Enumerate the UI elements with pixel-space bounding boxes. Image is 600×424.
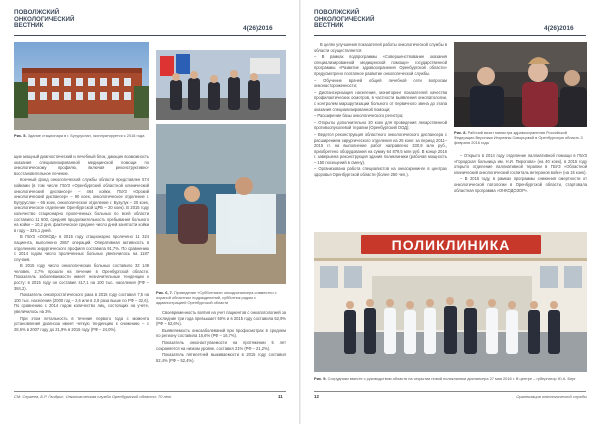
journal-masthead	[14, 10, 74, 30]
right-col1-item-6: – Ведется реконструкция областного онкологического диспансера с расширением хирургического отделения на 25 коек: за период 2011–2015 гг. на выполнение работ направлено 330,9 млн руб., приобретено оборудования на сумму 64 879,5 млн руб. В конце 2016 г. завершена реконструкция здания поликлиники (рабочая мощность – 150 посещений в смену).	[314, 131, 447, 165]
right-col1-item-4: – Расширение базы онкологического регистра;	[314, 113, 404, 119]
page-number: 12	[314, 394, 319, 399]
left-col2-p2: Выявляемость онкозаболеваний при профосмотрах в среднем по региону составила 16,6% (РФ – 16,7%).	[156, 327, 286, 339]
left-col1-p2: Коечный фонд онкологической службы области представлен 574 койками (в том числе ГБУЗ «Оренбургский областной клинический онкологический диспансер» – 464 койки, ГБУЗ «Орский онкологический диспансер» – 90 коек, онкологическое отделение г. Бугуруслан – 65 коек, онкологическое отделение г. Бузулук – 20 коек, онкологическое отделение Оренбургской ЦРБ – 20 коек). В 2015 году количество стационарно пролеченных больных по всей области составило 11 500, средняя продолжительность пребывания больного на койке – 10,2 дня, фактическое среднее число дней занятости койки в году – 325,1 дней.	[14, 177, 149, 233]
page-number: 11	[278, 394, 283, 399]
right-col2-p2: – В 2015 году, в рамках программы снижения смертности от онкологической патологии в Оренбургской области, стартовала областная программа «ОНКОДОЗОР».	[454, 176, 587, 193]
figure-9-text: Сотрудники вместе с руководством области на открытии новой поликлиники диспансера 27 мая 2016 г. В центре – губернатор Ю.А. Берг	[327, 376, 576, 381]
masthead-line-3: ВЕСТНИК	[14, 22, 44, 30]
figure-8-label: Рис. 8.	[454, 130, 467, 135]
right-running-footer: Организация онкологической службы	[516, 394, 587, 399]
right-col1-intro: В целях улучшения показателей работы онкологической службы в области осуществляется:	[314, 42, 447, 53]
clinic-sign-text: ПОЛИКЛИНИКА	[391, 236, 511, 253]
right-col1-item-3: – Диспансеризация населения, мониторинг показателей качества профилактических осмотров, в частности выявления онкопатологии, с контролем маршрутизации больного от первичного звена до этапа оказания специализированной помощи;	[314, 89, 447, 112]
photo-patient-consultation	[156, 124, 286, 284]
header-rule	[314, 35, 586, 36]
left-page	[0, 0, 299, 424]
masthead-line-2: ОНКОЛОГИЧЕСКИЙ	[14, 15, 75, 23]
figure-8-caption	[454, 130, 587, 152]
left-col1-p1: щие мощный диагностический и лечебный блок, дающие возможность оказания специализированной медицинской помощи по онкологическому профилю, включая реконструктивно-восстановительное лечение.	[14, 154, 149, 176]
right-col1-item-7: – Организована работа специалистов на онкоскрининге в центрах здоровья Оренбургской области (более 250 чел.).	[314, 166, 447, 178]
right-col1-item-1: – В рамках подпрограммы «Совершенствование оказания специализированной медицинской помощи» государственной программы «Развитие здравоохранения Оренбургской области» предусмотрено поэтапное развитие онкологической службы.	[314, 54, 447, 76]
figure-6-7-caption	[156, 290, 286, 306]
left-col1-p6: При этом летальность в течение первого года с момента установления диагноза имеет четкую тенденцию к снижению – с 28,6% в 2007 году до 21,9% в 2015 году (РФ – 24,0%).	[14, 315, 149, 332]
photo-minister-visit	[454, 42, 587, 127]
left-col2-p3: Показатель онконаступаемости на протяжении 5 лет сохраняется на низком уровне, составил 21% (РФ – 21,2%).	[156, 339, 286, 351]
figure-9-caption	[314, 376, 587, 388]
masthead-line-2: ОНКОЛОГИЧЕСКИЙ	[314, 15, 375, 23]
right-page	[301, 0, 600, 424]
photo-hospital-building	[14, 42, 149, 130]
figure-6-7-label: Рис. 6, 7.	[156, 290, 173, 295]
left-col1-p5: Показатель онкопростатического рака в 2015 году составил 7,5 на 100 тыс. населения (2000 год – 2,6 или в 2,9 раза выше по РФ – 32,6). По сравнению с 2014 годом количество лиц, состоящих на учете, увеличилось на 3%.	[14, 292, 149, 315]
header-rule	[14, 35, 286, 36]
clinic-sign	[361, 235, 541, 254]
figure-5-caption	[14, 133, 149, 149]
left-column-2	[156, 310, 286, 386]
masthead-line-1: ПОВОЛЖСКИЙ	[314, 9, 360, 16]
right-col1-item-5: – Открыты дополнительно 20 коек для проведения лекарственной противоопухолевой терапии (Оренбургский ООД);	[314, 119, 447, 131]
right-column-2	[454, 153, 587, 229]
masthead-line-1: ПОВОЛЖСКИЙ	[14, 9, 60, 16]
left-col2-p1: Своевременность взятия на учет пациентов с онкопатологией за последние три года превышает 50% и в 2015 году составила 52,9% (РФ – 52,6%).	[156, 310, 286, 327]
left-running-footer: СМ. Сергеев, Б.Р. Гвидрис. Онкологическая служба Оренбургской области: 70 лет	[14, 394, 172, 399]
footer-rule	[14, 391, 286, 392]
right-col2-p1: – Открыто в 2014 году отделение паллиативной помощи в ГБУЗ «Городская больница им. Н.И. Пирогова» (на 40 коек), в 2015 году открыто отделение паллиативной терапии в ГБУЗ «Областной клинический онкологический госпиталь ветеранов войн» (на 15 коек).	[454, 153, 587, 175]
footer-rule	[314, 391, 586, 392]
figure-5-label: Рис. 5.	[14, 133, 27, 138]
issue-number: 4(26)2016	[544, 25, 574, 32]
journal-masthead	[314, 10, 374, 30]
left-col1-p4: В 2015 году число онкологических больных составило 33 149 человек, 2,7% прошли на лечение в Оренбургской области. Показатель заболеваемости имеет незначительные тенденции к росту: в 2015 году он составил 417,1 на 100 тыс. населения (РФ – 384,2).	[14, 263, 149, 291]
left-column-1	[14, 154, 149, 386]
right-column-1	[314, 42, 447, 228]
masthead-line-3: ВЕСТНИК	[314, 22, 344, 30]
photo-group-event	[156, 50, 286, 120]
left-col1-p3: В ГБУЗ «ООКОД» в 2015 году стационарно пролечено 11 324 пациента, выполнено 2867 операций. Оперативная активность в отделениях хирургического профиля составила 91,7%. По сравнению с 2014 годом число пролеченных больных увеличилось на 1187 случаев.	[14, 234, 149, 262]
left-col2-p4: Показатель пятилетней выживаемости в 2015 году составил 52,4% (РФ – 52,4%).	[156, 352, 286, 363]
figure-8-text: Рабочий визит министра здравоохранения Российской Федерации Вероники Игоревны Скворцовой в Оренбургскую область 3 февраля 2016 года	[454, 130, 583, 146]
right-col1-item-2: – Обучение врачей общей лечебной сети вопросам онконастороженности;	[314, 77, 447, 89]
issue-number: 4(26)2016	[243, 25, 273, 32]
figure-9-label: Рис. 9.	[314, 376, 327, 381]
figure-5-text: Здание стационара в г. Бугуруслан, эксплуатируется с 2018 года	[27, 133, 145, 138]
figure-6-7-text: Проведение «Субботника» онкодиспансера совместно с охраной областных подразделений, субботник рядом с администрацией Оренбургской области	[156, 290, 277, 306]
